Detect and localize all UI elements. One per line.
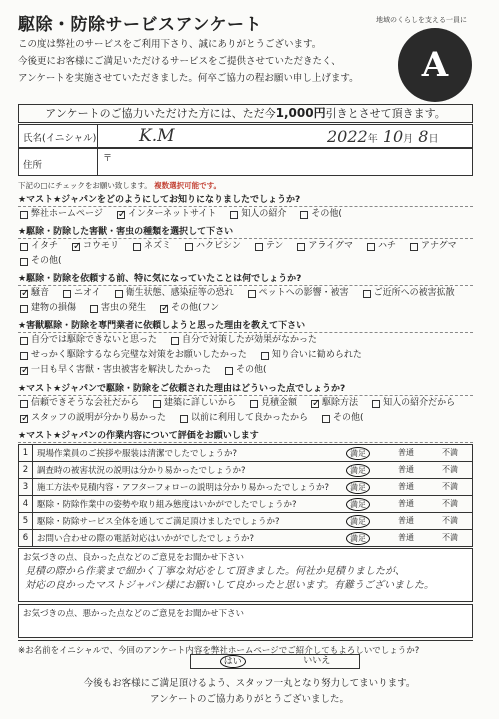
date-field[interactable] — [327, 127, 438, 146]
option-label: 以前に利用して良かったから — [191, 413, 309, 423]
instruction-note — [18, 180, 221, 191]
rating-option[interactable]: 不満 — [442, 464, 458, 474]
question-heading: ★害獣駆除・防除を専門業者に依頼しようと思った理由を教えて下さい — [18, 320, 473, 333]
option-label: コウモリ — [83, 241, 120, 251]
yes-option[interactable]: はい — [220, 655, 246, 668]
rating-option[interactable]: 満足 — [346, 498, 370, 511]
option-item[interactable] — [20, 286, 49, 301]
checkbox[interactable] — [20, 305, 28, 313]
option-item[interactable] — [160, 301, 219, 316]
checkbox[interactable] — [63, 290, 71, 298]
evaluation-row — [19, 529, 472, 546]
checkbox[interactable] — [133, 243, 141, 251]
row-question: 施工方法や見積内容・アフターフォローの説明は分かり易かったでしょうか? — [37, 483, 330, 493]
option-item[interactable] — [115, 286, 234, 301]
good-points-line: 対応の良かったマストジャパン様にお願いして良かったと思います。有難うございました。 — [25, 580, 434, 591]
logo-mark: A — [421, 45, 449, 85]
option-item[interactable] — [20, 363, 211, 378]
promo-pre: アンケートのご協力いただけた方には、ただ今 — [45, 107, 276, 120]
checkbox[interactable] — [20, 290, 28, 298]
date-day: 8 — [418, 127, 429, 146]
rating-option[interactable]: 普通 — [398, 464, 414, 474]
checkbox[interactable] — [20, 258, 28, 266]
option-item[interactable] — [363, 286, 455, 301]
option-label: 害虫の発生 — [101, 303, 147, 313]
month-unit: 月 — [403, 134, 414, 145]
row-question: お問い合わせの際の電話対応はいかがでしたでしょうか? — [37, 534, 255, 544]
option-item[interactable] — [72, 239, 119, 254]
option-label: その他( — [311, 209, 342, 219]
good-points-box[interactable] — [18, 548, 473, 602]
rating-scale — [332, 498, 472, 511]
checkbox[interactable] — [72, 243, 80, 251]
option-label: 騒音 — [31, 288, 50, 298]
checkbox[interactable] — [185, 243, 193, 251]
row-number: 3 — [19, 479, 33, 495]
intro-text — [18, 36, 393, 87]
row-number: 5 — [19, 513, 33, 529]
option-label: スタッフの説明が分かり易かった — [31, 413, 167, 423]
name-label: 氏名(イニシャル) — [23, 133, 97, 144]
option-label: その他( — [236, 365, 267, 375]
checkbox[interactable] — [410, 243, 418, 251]
option-item[interactable] — [20, 333, 157, 348]
question-heading: ★マスト★ジャパンをどのようにしてお知りになりましたでしょうか? — [18, 194, 473, 207]
checkbox[interactable] — [230, 211, 238, 219]
option-item[interactable] — [20, 348, 247, 363]
address-label: 住所 — [23, 160, 43, 171]
checkbox[interactable] — [311, 400, 319, 408]
option-label: 建物の損傷 — [31, 303, 77, 313]
good-points-line: 見積の際から作業まで細かく丁寧な対応をして頂きました。何社か見積りましたが、 — [25, 566, 405, 577]
checkbox[interactable] — [297, 243, 305, 251]
question-2 — [18, 226, 473, 269]
checkbox[interactable] — [20, 367, 28, 375]
row-question: 現場作業員のご挨拶や服装は清潔でしたでしょうか? — [37, 449, 238, 459]
checkbox[interactable] — [248, 290, 256, 298]
rating-option[interactable]: 満足 — [346, 481, 370, 494]
evaluation-row — [19, 444, 472, 461]
option-item[interactable] — [180, 411, 308, 426]
option-item[interactable] — [117, 207, 217, 222]
option-item[interactable] — [261, 348, 362, 363]
question-heading: ★駆除・防除を依頼する前、特に気になっていたことは何でしょうか? — [18, 273, 473, 286]
bad-points-heading: お気づきの点、悪かった点などのご意見をお聞かせ下さい — [23, 609, 245, 619]
checkbox[interactable] — [367, 243, 375, 251]
question-heading: ★マスト★ジャパンの作業内容について評価をお願いします — [18, 430, 473, 443]
option-label: 知人の紹介 — [241, 209, 287, 219]
note-text: 下記の□にチェックをお願い致します。 — [18, 181, 152, 190]
checkbox[interactable] — [20, 211, 28, 219]
intro-line: 今後更にお客様にご満足いただけるサービスをご提供させていただきたく、 — [18, 56, 341, 67]
checkbox[interactable] — [372, 400, 380, 408]
option-item[interactable] — [311, 396, 358, 411]
option-item[interactable] — [372, 396, 455, 411]
rating-option[interactable]: 不満 — [442, 532, 458, 542]
option-label: 建築に詳しいから — [164, 398, 237, 408]
row-number: 2 — [19, 462, 33, 478]
publish-consent-question: ※お名前をイニシャルで、今回のアンケート内容を弊社ホームページでご紹介してもよろしいでしょうか? — [18, 640, 473, 656]
question-heading: ★駆除・防除した害獣・害虫の種類を選択して下さい — [18, 226, 473, 239]
option-label: ハクビシン — [196, 241, 241, 251]
checkbox[interactable] — [153, 400, 161, 408]
option-label: その他(フン — [171, 303, 220, 313]
option-item[interactable] — [133, 239, 171, 254]
evaluation-row — [19, 478, 472, 495]
rating-scale — [332, 447, 472, 460]
promo-post: 引きとさせて頂きます。 — [325, 107, 446, 120]
option-item[interactable] — [20, 301, 76, 316]
rating-scale — [332, 464, 472, 477]
row-question: 駆除・防除作業中の姿勢や取り組み態度はいかがでしたでしょうか? — [37, 500, 297, 510]
options — [18, 239, 473, 269]
closing-line: 今後もお客様にご満足頂けるよう、スタッフ一丸となり努力してまいります。 — [83, 678, 416, 689]
evaluation-row — [19, 495, 472, 512]
closing-line: アンケートのご協力ありがとうございました。 — [150, 694, 349, 705]
option-item[interactable] — [171, 333, 317, 348]
date-year: 2022 — [327, 127, 368, 146]
rating-option[interactable]: 満足 — [346, 515, 370, 528]
checkbox[interactable] — [171, 337, 179, 345]
option-label: ニオイ — [74, 288, 101, 298]
option-label: せっかく駆除するなら完璧な対策をお願いしたかった — [31, 350, 247, 360]
option-label: その他( — [333, 413, 364, 423]
options — [18, 396, 473, 426]
option-label: アナグマ — [420, 241, 457, 251]
rating-option[interactable]: 普通 — [398, 532, 414, 542]
row-number: 6 — [19, 530, 33, 546]
option-label: 弊社ホームページ — [31, 209, 103, 219]
option-label: 見積金額 — [261, 398, 298, 408]
checkbox[interactable] — [160, 305, 168, 313]
options — [18, 207, 473, 222]
name-row — [18, 124, 473, 148]
bad-points-box[interactable] — [18, 604, 473, 638]
option-label: 自分では駆除できないと思った — [31, 335, 158, 345]
promo-amount: 1,000円 — [275, 106, 326, 120]
slogan: 地域のくらしを支える一員に — [376, 16, 467, 24]
option-label: 知り合いに勧められた — [271, 350, 362, 360]
day-unit: 日 — [428, 134, 439, 145]
date-month: 10 — [382, 127, 404, 146]
option-label: ペットへの影響・被害 — [258, 288, 349, 298]
company-logo — [398, 28, 472, 102]
option-item[interactable] — [20, 396, 139, 411]
rating-option[interactable]: 不満 — [442, 481, 458, 491]
checkbox[interactable] — [20, 400, 28, 408]
options — [18, 286, 473, 316]
option-label: 知人の紹介だから — [383, 398, 456, 408]
checkbox[interactable] — [322, 415, 330, 423]
checkbox[interactable] — [250, 400, 258, 408]
good-points-heading: お気づきの点、良かった点などのご意見をお聞かせ下さい — [23, 553, 245, 563]
publish-consent-choice — [190, 654, 360, 669]
rating-scale — [332, 515, 472, 528]
option-item[interactable] — [20, 239, 58, 254]
checkbox[interactable] — [300, 211, 308, 219]
checkbox[interactable] — [20, 243, 28, 251]
row-question: 調査時の被害状況の説明は分かり易かったでしょうか? — [37, 466, 246, 476]
note-emphasis: 複数選択可能です。 — [154, 181, 222, 190]
option-item[interactable] — [230, 207, 286, 222]
evaluation-row — [19, 512, 472, 529]
option-label: その他( — [31, 256, 62, 266]
address-row — [18, 148, 473, 176]
no-option[interactable]: いいえ — [303, 656, 331, 666]
rating-scale — [332, 481, 472, 494]
checkbox[interactable] — [255, 243, 263, 251]
question-5 — [18, 383, 473, 426]
checkbox[interactable] — [180, 415, 188, 423]
option-item[interactable] — [255, 239, 284, 254]
evaluation-table — [18, 444, 473, 547]
question-1 — [18, 194, 473, 222]
row-question: 駆除・防除サービス全体を通してご満足頂けましたでしょうか? — [37, 517, 280, 527]
option-label: 自分で対策したが効果がなかった — [182, 335, 318, 345]
question-heading: ★マスト★ジャパンで駆除・防除をご依頼された理由はどういった点でしょうか? — [18, 383, 473, 396]
rating-option[interactable]: 満足 — [346, 447, 370, 460]
option-label: ハチ — [377, 241, 396, 251]
rating-option[interactable]: 普通 — [398, 481, 414, 491]
option-item[interactable] — [250, 396, 297, 411]
rating-option[interactable]: 普通 — [398, 498, 414, 508]
checkbox[interactable] — [363, 290, 371, 298]
option-item[interactable] — [410, 239, 457, 254]
option-item[interactable] — [322, 411, 364, 426]
option-item[interactable] — [248, 286, 349, 301]
evaluation-row — [19, 461, 472, 478]
rating-option[interactable]: 満足 — [346, 532, 370, 545]
option-label: ネズミ — [144, 241, 172, 251]
option-item[interactable] — [63, 286, 101, 301]
option-item[interactable] — [20, 411, 166, 426]
checkbox[interactable] — [225, 367, 233, 375]
option-label: ご近所への被害拡散 — [373, 288, 455, 298]
question-3 — [18, 273, 473, 316]
intro-line: アンケートを実施させていただきました。何卒ご協力の程お願い申し上げます。 — [18, 73, 359, 84]
option-item[interactable] — [185, 239, 241, 254]
rating-option[interactable]: 不満 — [442, 447, 458, 457]
option-item[interactable] — [20, 207, 103, 222]
checkbox[interactable] — [115, 290, 123, 298]
checkbox[interactable] — [20, 337, 28, 345]
name-field[interactable]: K.M — [139, 126, 175, 146]
page-title: 駆除・防除サービスアンケート — [18, 15, 262, 35]
postal-mark: 〒 — [103, 154, 113, 164]
option-item[interactable] — [20, 254, 62, 269]
checkbox[interactable] — [261, 352, 269, 360]
option-label: アライグマ — [308, 241, 353, 251]
option-label: 衛生状態、感染症等の恐れ — [125, 288, 234, 298]
checkbox[interactable] — [20, 415, 28, 423]
rating-option[interactable]: 満足 — [346, 464, 370, 477]
divider — [97, 125, 98, 147]
rating-option[interactable]: 不満 — [442, 498, 458, 508]
option-label: 駆除方法 — [322, 398, 359, 408]
option-item[interactable] — [153, 396, 236, 411]
option-item[interactable] — [300, 207, 342, 222]
divider — [97, 149, 98, 175]
year-unit: 年 — [367, 134, 378, 145]
rating-scale — [332, 532, 472, 545]
intro-line: この度は弊社のサービスをご利用下さり、誠にありがとうございます。 — [18, 39, 322, 50]
rating-option[interactable]: 普通 — [398, 515, 414, 525]
question-4 — [18, 320, 473, 378]
option-label: イタチ — [31, 241, 59, 251]
option-item[interactable] — [367, 239, 396, 254]
question-6 — [18, 430, 473, 443]
rating-option[interactable]: 普通 — [398, 447, 414, 457]
promo-banner — [18, 104, 473, 123]
option-item[interactable] — [90, 301, 146, 316]
option-label: 一日も早く害獣・害虫被害を解決したかった — [31, 365, 212, 375]
option-label: テン — [265, 241, 284, 251]
checkbox[interactable] — [117, 211, 125, 219]
checkbox[interactable] — [90, 305, 98, 313]
row-number: 1 — [19, 445, 33, 461]
checkbox[interactable] — [20, 352, 28, 360]
option-label: インターネットサイト — [127, 209, 217, 219]
option-item[interactable] — [225, 363, 267, 378]
row-number: 4 — [19, 496, 33, 512]
option-item[interactable] — [297, 239, 353, 254]
options — [18, 333, 473, 378]
rating-option[interactable]: 不満 — [442, 515, 458, 525]
option-label: 信頼できそうな会社だから — [31, 398, 140, 408]
